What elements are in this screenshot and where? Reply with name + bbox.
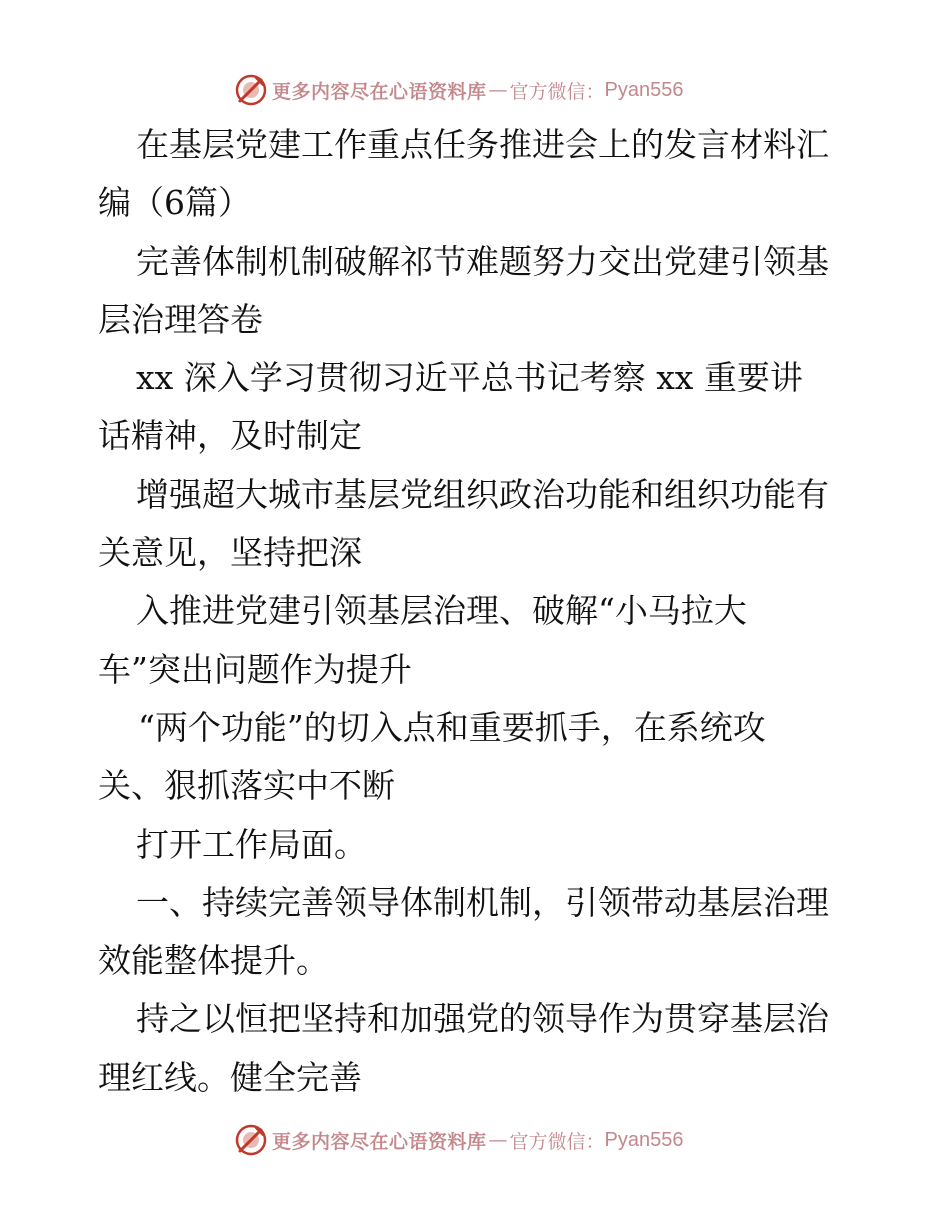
watermark-wechat-id: Pyan556 [604,1128,684,1151]
subtitle-line-2: 层治理答卷 [98,299,263,339]
watermark-separator: — [488,1129,508,1151]
paragraph-line: 增强超大城市基层党组织政治功能和组织功能有 [136,474,829,514]
paragraph-line: 持之以恒把坚持和加强党的领导作为贯穿基层治 [136,999,829,1039]
title-line-1: 在基层党建工作重点任务推进会上的发言材料汇 [136,125,829,164]
watermark-brand-text: 更多内容尽在心语资料库 [272,1130,487,1153]
watermark-wechat-label: 官方微信： [509,1130,605,1153]
paragraph-line: 话精神，及时制定 [98,416,362,456]
section-heading-line-2: 效能整体提升。 [98,941,329,981]
paragraph-line: 理红线。健全完善 [98,1057,362,1097]
paragraph-line: 入推进党建引领基层治理、破解“小马拉大 [136,591,747,631]
header-watermark [234,72,684,108]
paragraph-line: xx 深入学习贯彻习近平总书记考察 xx 重要讲 [136,358,803,398]
watermark-wechat-label: 官方微信： [509,80,605,103]
section-heading-line-1: 一、持续完善领导体制机制，引领带动基层治理 [136,882,829,922]
paragraph-line: 关、狠抓落实中不断 [98,766,395,806]
watermark-wechat-id: Pyan556 [604,78,684,101]
brand-logo-icon [234,73,268,107]
paragraph-line: “两个功能”的切入点和重要抓手，在系统攻 [138,707,766,747]
watermark-brand-text: 更多内容尽在心语资料库 [272,80,487,103]
paragraph-line: 关意见，坚持把深 [98,533,362,573]
brand-logo-icon [234,1123,268,1157]
paragraph-line: 打开工作局面。 [136,824,367,864]
subtitle-line-1: 完善体制机制破解祁节难题努力交出党建引领基 [136,241,829,281]
paragraph-line: 车”突出问题作为提升 [98,649,412,689]
footer-watermark [234,1122,684,1158]
document-body [98,116,868,1107]
watermark-separator: — [488,79,508,101]
title-line-2: 编（6篇） [98,183,251,223]
